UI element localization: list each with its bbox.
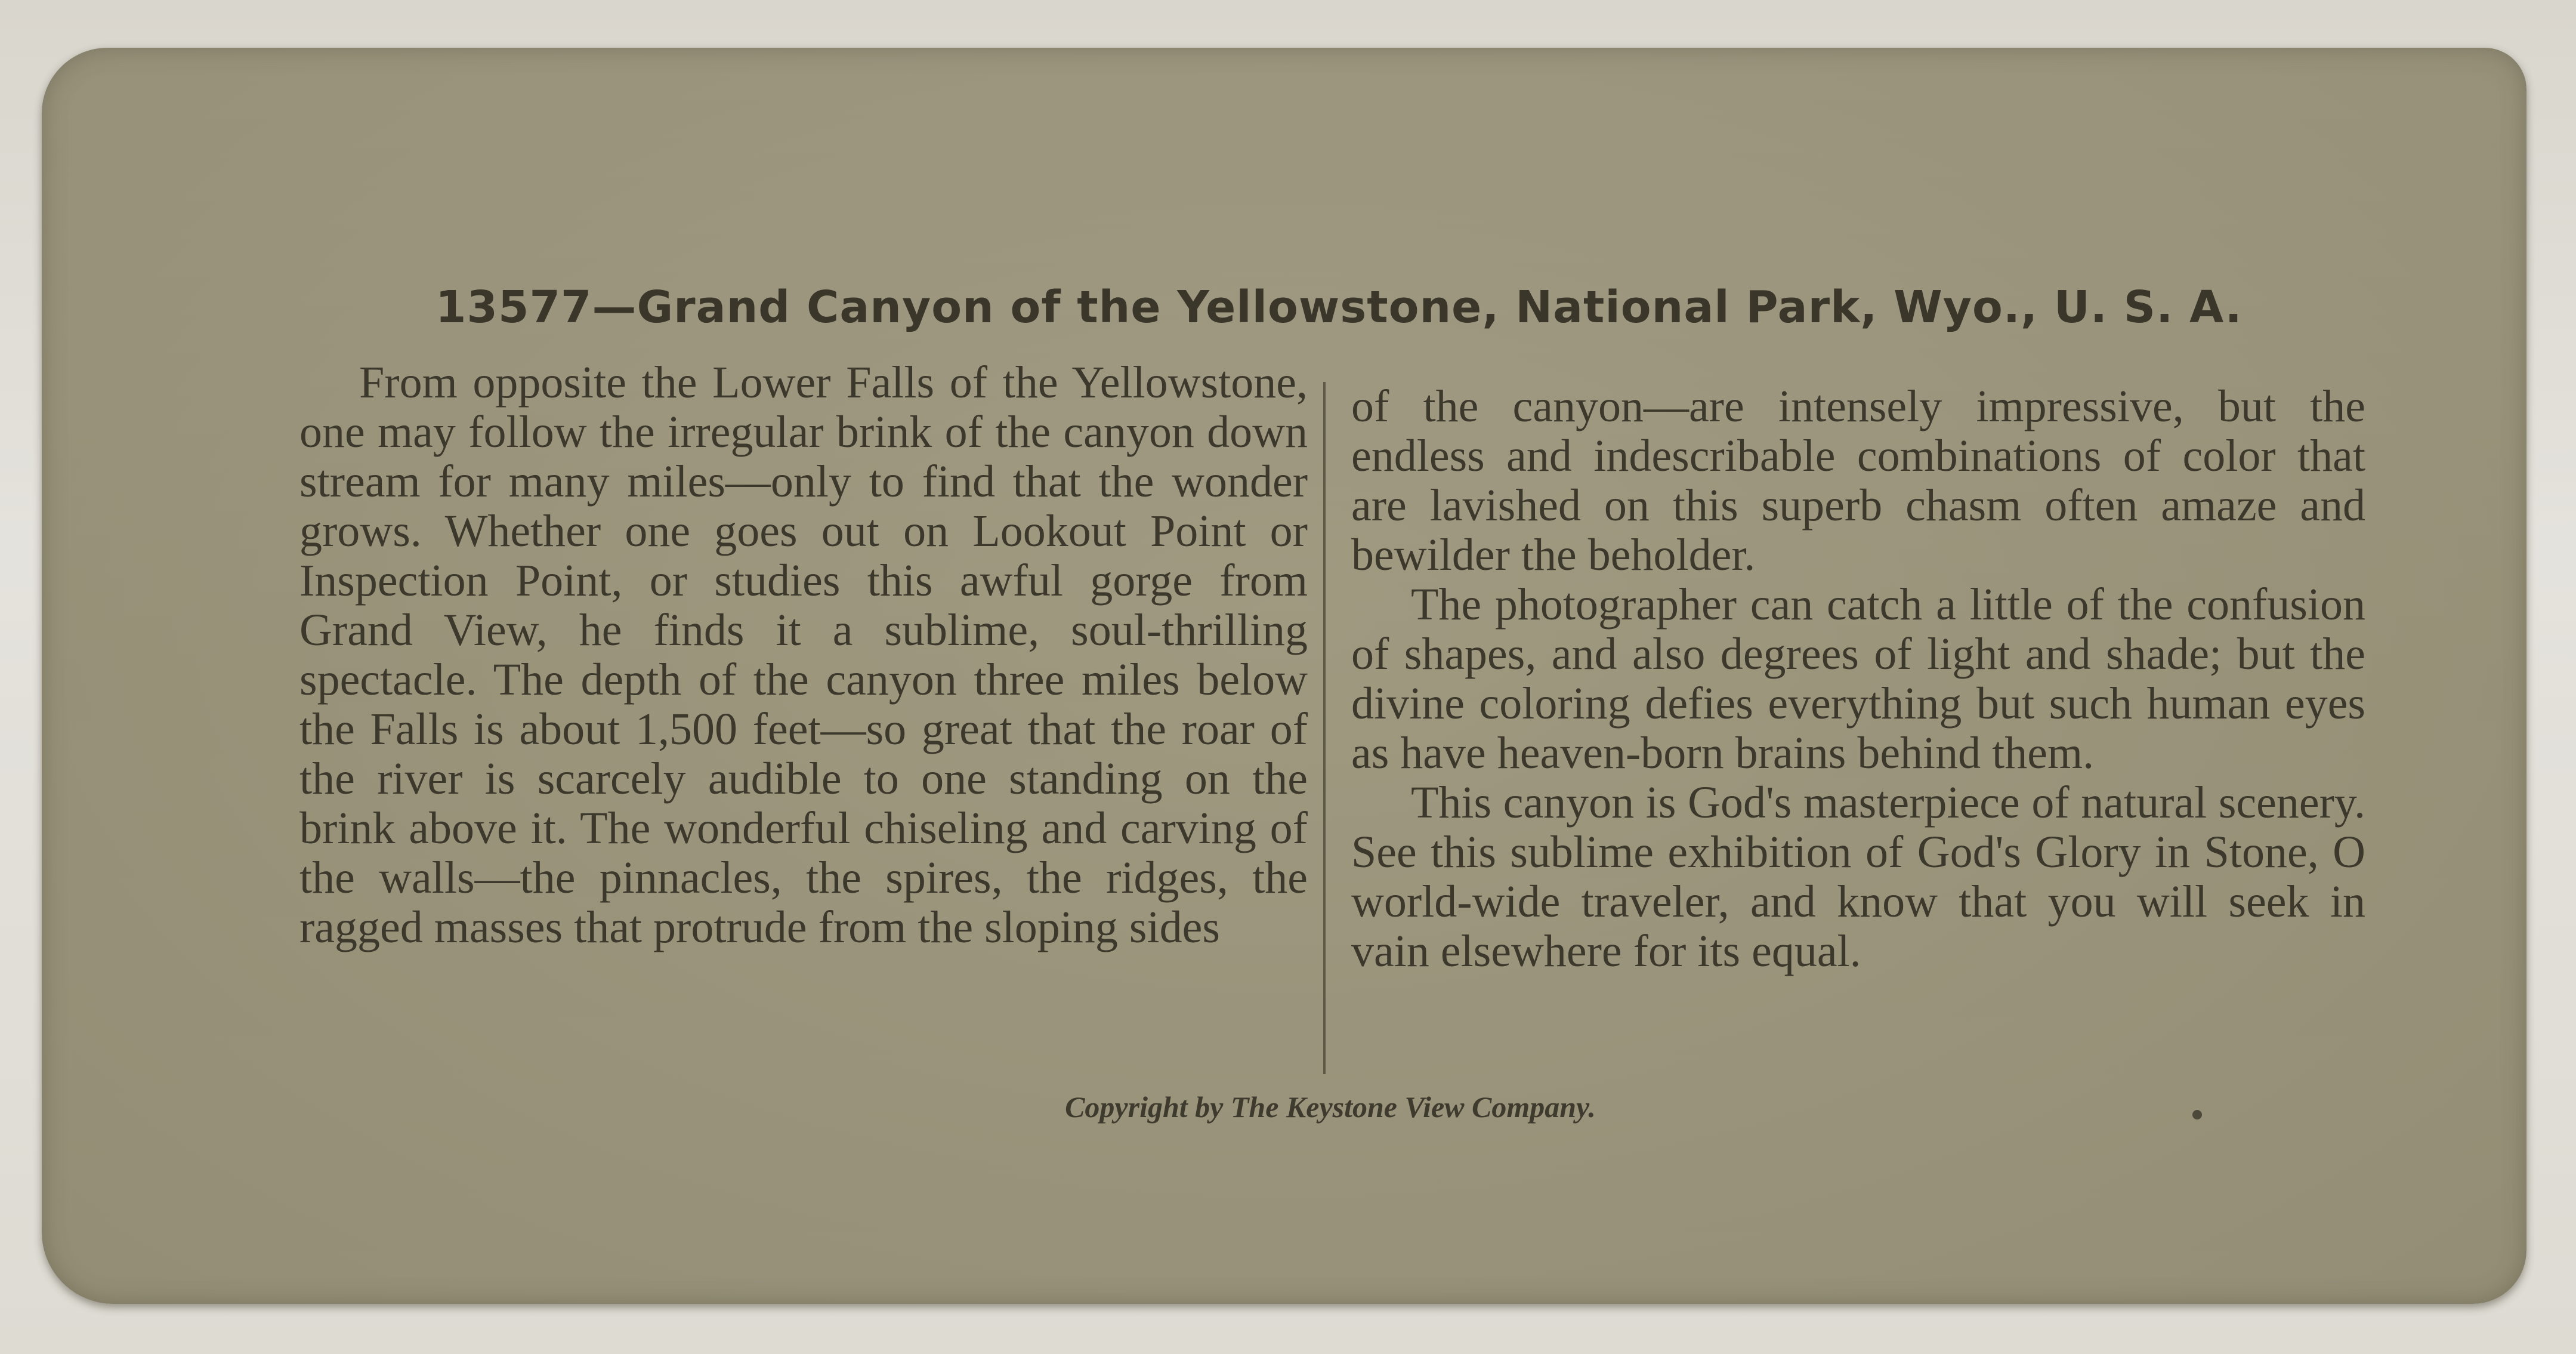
right-paragraph-photographer: The photographer can catch a little of the confusion of shapes, and also degrees of light and shade; but the divine coloring defies everything but such human eyes as have heaven-born brains behind them. (1351, 579, 2365, 778)
right-text-column (1351, 382, 2365, 976)
column-divider (1323, 382, 1326, 1074)
card-title: 13577—Grand Canyon of the Yellowstone, National Park, Wyo., U. S. A. (435, 282, 2243, 333)
stereoview-card-back (42, 48, 2526, 1304)
ink-speck (2192, 1110, 2202, 1119)
copyright-line: Copyright by The Keystone View Company. (1065, 1090, 1596, 1124)
left-paragraph: From opposite the Lower Falls of the Yellowstone, one may follow the irregular brink of the canyon down stream for many miles—only to find that the wonder grows. Whether one goes out on Lookout Point or Inspection Point, or studies this awful gorge from Grand View, he finds it a sublime, soul-thrilling spectacle. The depth of the canyon three miles below the Falls is about 1,500 feet—so great that the roar of the river is scarcely audible to one standing on the brink above it. The wonderful chiseling and carving of the walls—the pinnacles, the spires, the ridges, the ragged masses that protrude from the sloping sides (299, 357, 1308, 952)
right-paragraph-masterpiece: This canyon is God's masterpiece of natural scenery. See this sublime exhibition of God's Glory in Stone, O world-wide traveler, and know that you will seek in vain elsewhere for its equal. (1351, 778, 2365, 976)
right-paragraph-continuation: of the canyon—are intensely impressive, but the endless and indescribable combinations of color that are lavished on this superb chasm often amaze and bewilder the beholder. (1351, 381, 2365, 580)
left-text-column (299, 358, 1308, 952)
